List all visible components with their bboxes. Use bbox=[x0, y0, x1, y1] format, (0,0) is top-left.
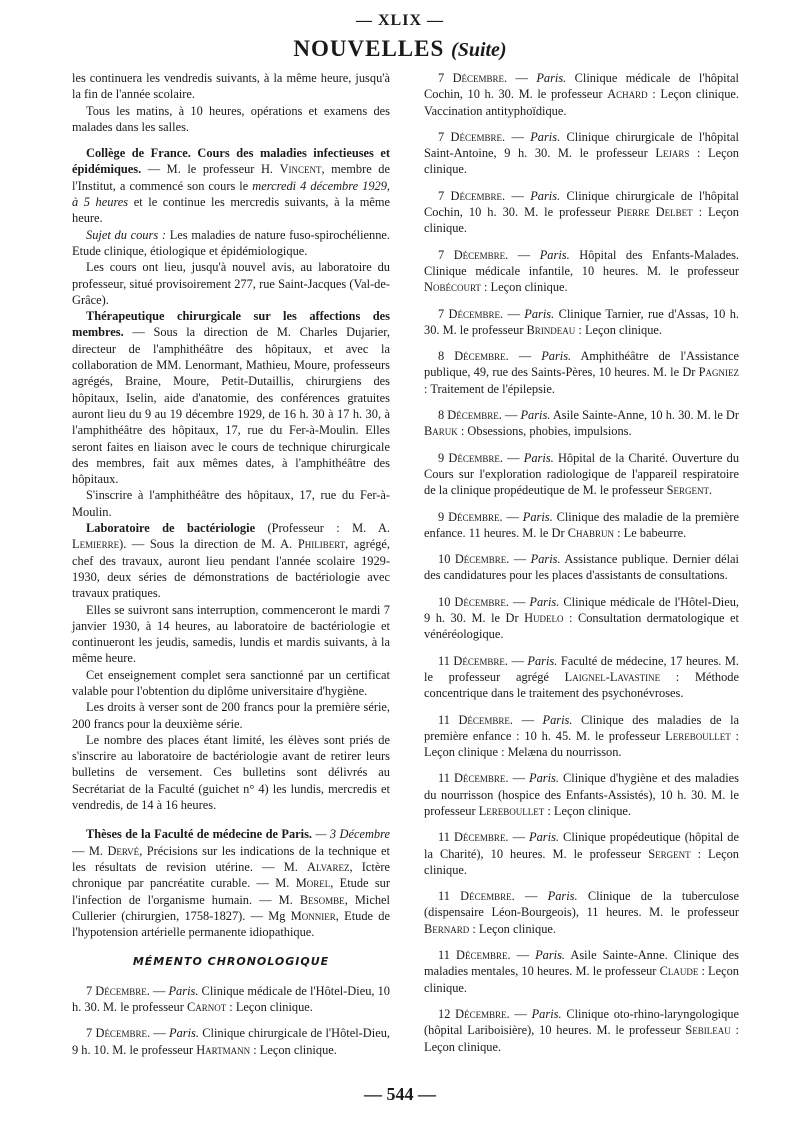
memento-entry: 11 Décembre. — Paris. Clinique propédeutique (hôpital de la Charité), 10 heures. M. le professeur Sergent : Leçon clinique. bbox=[424, 830, 740, 877]
entry-city: Paris. bbox=[531, 1006, 562, 1021]
entry-city: Paris. bbox=[536, 71, 567, 85]
person-name: Vincent bbox=[279, 162, 322, 177]
paragraph: Les droits à verser sont de 200 francs pour la première série, 200 francs pour la deuxième série. bbox=[72, 700, 390, 731]
memento-entry: 11 Décembre. — Paris. Clinique d'hygiène et des maladies du nourrisson (hospice des Enfants-Assistés), 10 h. 30. M. le professeur Lereboullet : Leçon clinique. bbox=[424, 771, 739, 818]
person-name: Carnot bbox=[186, 1000, 227, 1015]
memento-entry: 11 Décembre. — Paris. Faculté de médecine, 17 heures. M. le professeur agrégé Laignel-Lavastine : Méthode concentrique dans le traitement des psychonévroses. bbox=[424, 653, 739, 701]
entry-date: 10 Décembre. bbox=[438, 594, 509, 609]
memento-entry: 7 Décembre. — Paris. Clinique chirurgicale de l'hôpital Saint-Antoine, 9 h. 30. M. le professeur Lejars : Leçon clinique. bbox=[424, 129, 739, 177]
memento-entry: 10 Décembre. — Paris. Clinique médicale de l'Hôtel-Dieu, 9 h. 30. M. le Dr Hudelo : Consultation dermatologique et vénéréologique. bbox=[424, 594, 739, 642]
left-column bbox=[72, 70, 390, 1058]
person-name: Lemierre bbox=[72, 537, 120, 552]
entry-date: 12 Décembre. bbox=[438, 1006, 510, 1021]
entry-city: Paris. bbox=[530, 129, 561, 144]
date-text: mercredi 4 décembre 1929, à 5 heures bbox=[72, 178, 391, 210]
entry-city: Paris. bbox=[541, 349, 572, 364]
person-name: Hartmann bbox=[196, 1042, 251, 1057]
entry-city: Paris. bbox=[535, 948, 566, 963]
entry-city: Paris. bbox=[542, 712, 573, 727]
memento-entry: 7 Décembre. — Paris. Clinique médicale de l'Hôtel-Dieu, 10 h. 30. M. le professeur Carnot : Leçon clinique. bbox=[72, 983, 390, 1015]
entry-city: Paris. bbox=[530, 188, 561, 203]
section-title bbox=[0, 36, 800, 62]
entry-city: Paris. bbox=[168, 983, 199, 998]
paragraph: Tous les matins, à 10 heures, opérations et examens des malades dans les salles. bbox=[72, 103, 390, 134]
entry-date: 7 Décembre. bbox=[438, 129, 506, 144]
memento-entry: 7 Décembre. — Paris. Clinique médicale de l'hôpital Cochin, 10 h. 30. M. le professeur Achard : Leçon clinique. Vaccination antityphoïdique. bbox=[424, 71, 739, 118]
right-column bbox=[424, 70, 739, 1055]
person-name: Besombe bbox=[299, 892, 345, 907]
paragraph: Elles se suivront sans interruption, commenceront le mardi 7 janvier 1930, à 14 heures, au laboratoire de bactériologie et continueront les jeudis, samedis, lundis et mardis suivants, à la même heure. bbox=[72, 602, 390, 666]
person-name: Lereboullet bbox=[665, 728, 731, 743]
entry-city: Paris. bbox=[547, 889, 578, 904]
entry-date: 11 Décembre. bbox=[438, 771, 509, 786]
entry-date: 10 Décembre. bbox=[438, 552, 510, 567]
entry-date: 11 Décembre. bbox=[438, 653, 508, 668]
person-name: Lereboullet bbox=[478, 803, 545, 818]
notice-heading: Laboratoire de bactériologie bbox=[86, 521, 256, 536]
entry-city: Paris. bbox=[529, 830, 559, 845]
entry-date: 11 Décembre. bbox=[438, 889, 515, 904]
memento-entry: 9 Décembre. — Paris. Clinique des maladie de la première enfance. 11 heures. M. le Dr Chabrun : Le babeurre. bbox=[424, 509, 740, 540]
person-name: Hudelo bbox=[524, 611, 564, 626]
entry-city: Paris. bbox=[523, 450, 554, 465]
entry-date: 8 Décembre. bbox=[438, 408, 502, 423]
entry-city: Paris. bbox=[169, 1026, 199, 1041]
entry-city: Paris. bbox=[524, 306, 555, 321]
entry-date: 7 Décembre. bbox=[438, 306, 504, 321]
sujet-label: Sujet du cours : bbox=[86, 227, 166, 242]
entry-city: Paris. bbox=[539, 247, 570, 262]
entry-date: 9 Décembre. bbox=[438, 450, 503, 465]
memento-heading: MÉMENTO CHRONOLOGIQUE bbox=[132, 955, 330, 969]
person-name: Chabrun bbox=[567, 525, 614, 540]
memento-entry: 12 Décembre. — Paris. Clinique oto-rhino-laryngologique (hôpital Lariboisière), 10 heures. M. le professeur Sebileau : Leçon clinique. bbox=[424, 1006, 739, 1054]
person-name: Sergent bbox=[648, 846, 691, 861]
section-title-suite: (Suite) bbox=[451, 39, 507, 61]
person-name: Baruk bbox=[424, 424, 458, 439]
memento-entry: 8 Décembre. — Paris. Asile Sainte-Anne, 10 h. 30. M. le Dr Baruk : Obsessions, phobies, impulsions. bbox=[424, 408, 740, 439]
theses-notice: Thèses de la Faculté de médecine de Paris. — 3 Décembre — M. Dervé, Précisions sur les indications de la technique et les résultats de revision utérine. — M. Alvarez, Ictère chronique par pancréatite curable. — M. Morel, Etude sur l'infection de l'organisme humain. — M. Besombe, Michel Cullerier (chirurgien, 1758-1827). — Mg Monnier, Etude de l'hypotension artérielle permanente idiopathique. bbox=[72, 827, 391, 940]
therapeutique-notice: Thérapeutique chirurgicale sur les affections des membres. — Sous la direction de M. Charles Dujarier, directeur de l'amphithéâtre des hôpitaux, et avec la collaboration de MM. Lenormant, Mathieu, Moure, professeurs agrégés, Braine, Moure, Petit-Dutaillis, chirurgiens des hôpitaux, Iselin, aide d'anatomie, des conférences gratuites auront lieu du 9 au 19 décembre 1929, de 16 h. 30 à 17 h. 30, à l'amphithéâtre des hôpitaux, 17, rue du Fer-à-Moulin. Elles seront faites en liaison avec le cours de technique chirurgicale des membres, fait aux mêmes dates, à l'amphithéâtre des hôpitaux. bbox=[72, 309, 390, 487]
entry-date: 9 Décembre. bbox=[438, 509, 503, 524]
memento-entry: 11 Décembre. — Paris. Clinique des maladies de la première enfance : 10 h. 45. M. le professeur Lereboullet : Leçon clinique : Melæna du nourrisson. bbox=[424, 712, 740, 760]
person-name: Bernard bbox=[424, 921, 470, 936]
entry-date: 11 Décembre. bbox=[438, 948, 511, 963]
memento-entry: 9 Décembre. — Paris. Hôpital de la Charité. Ouverture du Cours sur l'exploration radiologique de l'appareil respiratoire de la clinique propédeutique de M. le professeur Sergent. bbox=[424, 450, 740, 498]
person-name: Pagniez bbox=[698, 365, 739, 380]
memento-entry: 10 Décembre. — Paris. Assistance publique. Dernier délai des candidatures pour les places d'assistants de consultations. bbox=[424, 552, 739, 583]
person-name: Lejars bbox=[655, 146, 690, 161]
person-name: Dervé bbox=[107, 843, 140, 858]
person-name: Brindeau bbox=[526, 322, 576, 337]
entry-date: 7 Décembre. bbox=[86, 1026, 151, 1041]
person-name: Morel bbox=[295, 876, 331, 891]
person-name: Sebileau bbox=[685, 1023, 731, 1038]
roman-page-header: — XLIX — bbox=[355, 12, 444, 29]
laboratoire-notice: Laboratoire de bactériologie (Professeur : M. A. Lemierre). — Sous la direction de M. A. Philibert, agrégé, chef des travaux, auront lieu pendant l'année scolaire 1929-1930, deux séries de démonstrations de bactériologie avec travaux pratiques. bbox=[72, 521, 390, 601]
notice-heading: Thérapeutique chirurgicale sur les affections des membres. bbox=[72, 309, 390, 340]
college-de-france-notice: Collège de France. Cours des maladies infectieuses et épidémiques. — M. le professeur H. Vincent, membre de l'Institut, a commencé son cours le mercredi 4 décembre 1929, à 5 heures et le continue les mercredis suivants, à la même heure. bbox=[72, 146, 391, 226]
paragraph: Le nombre des places étant limité, les élèves sont priés de s'inscrire au laboratoire de bactériologie avant de retirer leurs bulletins de versement. Ces bulletins sont délivrés au Secrétariat de la Faculté (guichet n° 4) les lundis, mercredis et vendredis, de 14 à 16 heures. bbox=[72, 732, 390, 813]
entry-city: Paris. bbox=[529, 594, 560, 609]
entry-city: Paris. bbox=[520, 408, 551, 423]
entry-date: 8 Décembre. bbox=[438, 349, 509, 364]
person-name: Alvarez bbox=[307, 859, 350, 874]
paragraph: S'inscrire à l'amphithéâtre des hôpitaux, 17, rue du Fer-à-Moulin. bbox=[72, 488, 390, 519]
entry-date: 7 Décembre. bbox=[438, 247, 509, 262]
notice-heading: Thèses de la Faculté de médecine de Paris. bbox=[86, 827, 313, 842]
person-name: Philibert bbox=[297, 537, 346, 552]
person-name: Achard bbox=[607, 87, 648, 102]
person-name: Nobécourt bbox=[424, 280, 481, 295]
paragraph: Les cours ont lieu, jusqu'à nouvel avis, au laboratoire du professeur, situé provisoirement 277, rue Saint-Jacques (Val-de-Grâce). bbox=[72, 260, 390, 307]
memento-entry: 7 Décembre. — Paris. Clinique chirurgicale de l'hôpital Cochin, 10 h. 30. M. le professeur Pierre Delbet : Leçon clinique. bbox=[424, 188, 739, 236]
notice-heading: Collège de France. Cours des maladies infectieuses et épidémiques. bbox=[72, 146, 390, 177]
memento-entry: 7 Décembre. — Paris. Hôpital des Enfants-Malades. Clinique médicale infantile, 10 heures. M. le professeur Nobécourt : Leçon clinique. bbox=[424, 247, 740, 295]
memento-entry: 11 Décembre. — Paris. Clinique de la tuberculose (dispensaire Léon-Bourgeois), 11 heures. M. le professeur Bernard : Leçon clinique. bbox=[424, 889, 739, 936]
entry-city: Paris. bbox=[527, 653, 558, 668]
person-name: Pierre Delbet bbox=[616, 205, 693, 220]
entry-date: 7 Décembre. bbox=[438, 71, 508, 85]
person-name: Claude bbox=[659, 964, 699, 979]
entry-city: Paris. bbox=[522, 509, 553, 524]
entry-date: 7 Décembre. bbox=[438, 188, 506, 203]
person-name: Laignel-Lavastine bbox=[564, 669, 661, 684]
memento-entry: 7 Décembre. — Paris. Clinique Tarnier, rue d'Assas, 10 h. 30. M. le professeur Brindeau : Leçon clinique. bbox=[424, 306, 739, 337]
date-text: — 3 Décembre bbox=[312, 827, 390, 842]
memento-entry: 7 Décembre. — Paris. Clinique chirurgicale de l'Hôtel-Dieu, 9 h. 10. M. le professeur Hartmann : Leçon clinique. bbox=[72, 1026, 390, 1057]
person-name: Sergent bbox=[666, 483, 709, 498]
paragraph: les continuera les vendredis suivants, à la même heure, jusqu'à la fin de l'année scolaire. bbox=[72, 71, 390, 102]
person-name: Monnier bbox=[290, 908, 336, 923]
entry-date: 11 Décembre. bbox=[438, 830, 509, 845]
entry-city: Paris. bbox=[530, 552, 561, 567]
sujet-paragraph: Sujet du cours : Les maladies de nature fuso-spirochélienne. Etude clinique, étiologique et épidémiologique. bbox=[72, 227, 390, 258]
entry-date: 11 Décembre. bbox=[438, 712, 514, 727]
entry-city: Paris. bbox=[529, 771, 559, 786]
entry-date: 7 Décembre. bbox=[86, 983, 150, 998]
paragraph: Cet enseignement complet sera sanctionné par un certificat valable pour l'obtention du diplôme universitaire d'hygiène. bbox=[72, 667, 390, 698]
memento-entry: 8 Décembre. — Paris. Amphithéâtre de l'Assistance publique, 49, rue des Saints-Pères, 10 heures. M. le Dr Pagniez : Traitement de l'épilepsie. bbox=[424, 349, 739, 396]
page-number: — 544 — bbox=[364, 1084, 436, 1104]
section-title-text: NOUVELLES bbox=[293, 36, 445, 61]
memento-entry: 11 Décembre. — Paris. Asile Sainte-Anne. Clinique des maladies mentales, 10 heures. M. le professeur Claude : Leçon clinique. bbox=[424, 948, 739, 995]
